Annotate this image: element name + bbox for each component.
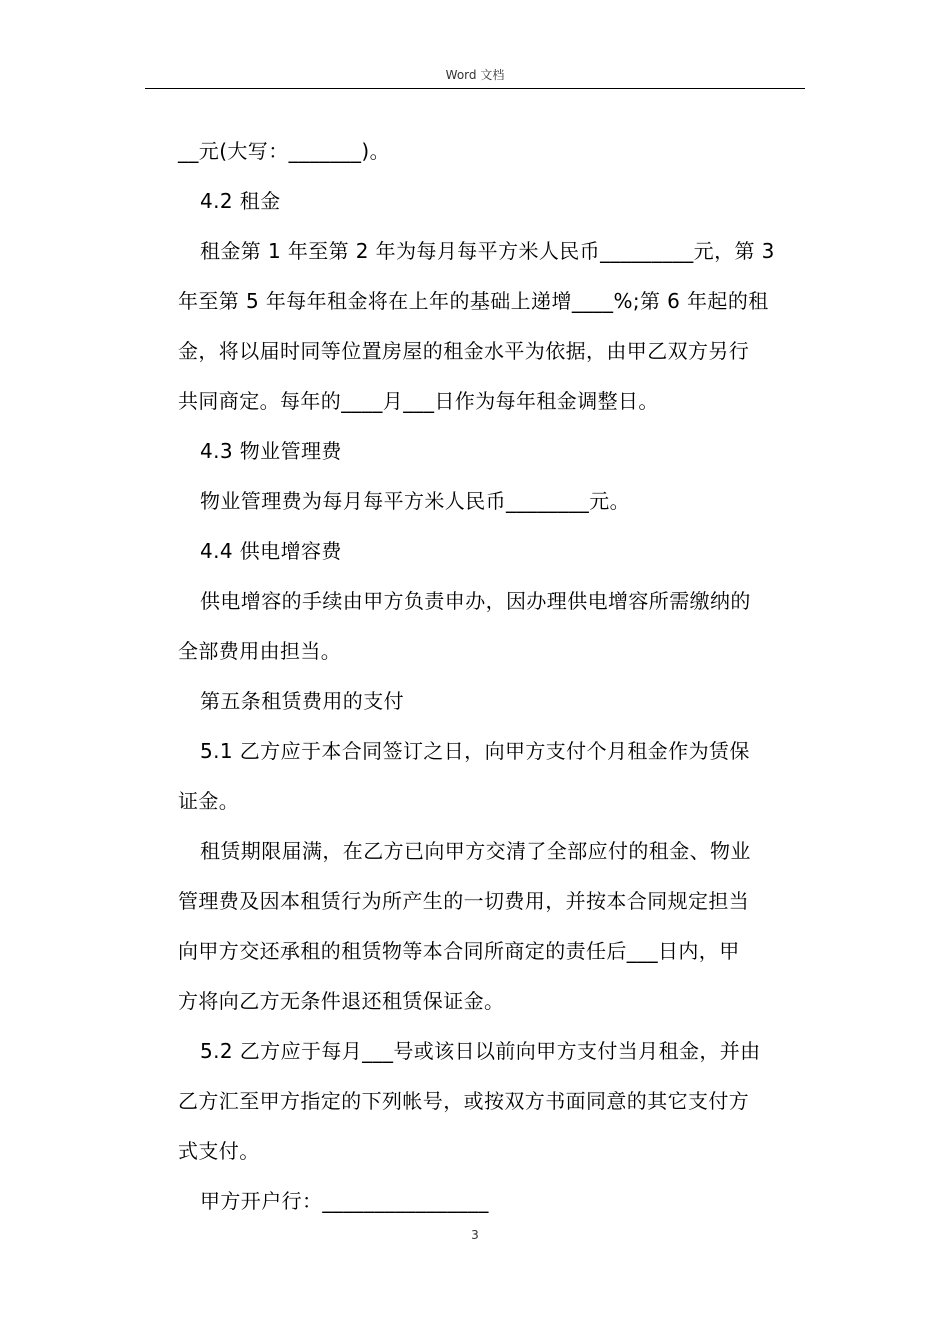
paragraph-line: 证金。: [178, 789, 240, 813]
section-heading: 4.2 租金: [200, 189, 281, 213]
paragraph-line: 式支付。: [178, 1139, 260, 1163]
paragraph-line: 年至第 5 年每年租金将在上年的基础上递增____%;第 6 年起的租: [178, 289, 769, 313]
paragraph-line: 租金第 1 年至第 2 年为每月每平方米人民币_________元，第 3: [200, 239, 775, 263]
paragraph-line: 金，将以届时同等位置房屋的租金水平为依据，由甲乙双方另行: [178, 339, 750, 363]
section-heading: 4.4 供电增容费: [200, 539, 342, 563]
header-title: Word 文档: [445, 68, 505, 82]
paragraph-line: 全部费用由担当。: [178, 639, 342, 663]
paragraph-line: 共同商定。每年的____月___日作为每年租金调整日。: [178, 389, 659, 413]
paragraph-line: 5.1 乙方应于本合同签订之日，向甲方支付个月租金作为赁保: [200, 739, 750, 763]
paragraph-line: 管理费及因本租赁行为所产生的一切费用，并按本合同规定担当: [178, 889, 750, 913]
paragraph-line: 5.2 乙方应于每月___号或该日以前向甲方支付当月租金，并由: [200, 1039, 761, 1063]
paragraph-line: 供电增容的手续由甲方负责申办，因办理供电增容所需缴纳的: [200, 589, 751, 613]
paragraph-line: 物业管理费为每月每平方米人民币________元。: [200, 489, 630, 513]
page-header: [145, 64, 805, 89]
paragraph-line: 向甲方交还承租的租赁物等本合同所商定的责任后___日内，甲: [178, 939, 740, 963]
article-heading: 第五条租赁费用的支付: [200, 689, 404, 713]
paragraph-line: 方将向乙方无条件退还租赁保证金。: [178, 989, 505, 1013]
page-number: 3: [471, 1228, 479, 1242]
section-heading: 4.3 物业管理费: [200, 439, 342, 463]
document-body: [178, 126, 806, 1226]
paragraph-line: 乙方汇至甲方指定的下列帐号，或按双方书面同意的其它支付方: [178, 1089, 750, 1113]
paragraph-line: 租赁期限届满，在乙方已向甲方交清了全部应付的租金、物业: [200, 839, 751, 863]
bank-field-line: 甲方开户行：________________: [200, 1189, 489, 1213]
paragraph-line: __元(大写：_______)。: [178, 139, 391, 163]
